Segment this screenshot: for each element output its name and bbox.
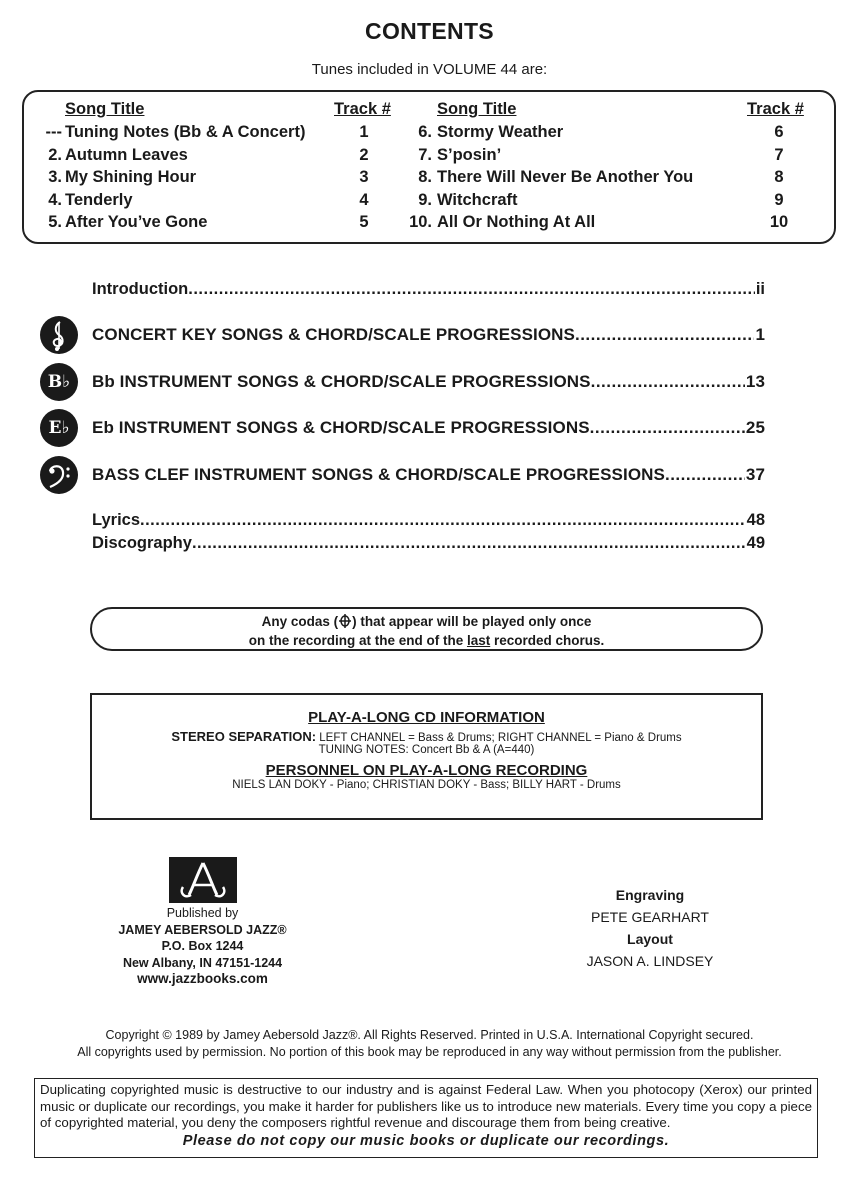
tune-title: Tuning Notes (Bb & A Concert): [65, 123, 306, 141]
toc-label: CONCERT KEY SONGS & CHORD/SCALE PROGRESSIONS: [92, 325, 575, 344]
publisher-address2: New Albany, IN 47151-1244: [122, 955, 283, 970]
tune-number: 2.: [48, 145, 62, 164]
publisher-name: JAMEY AEBERSOLD JAZZ®: [118, 922, 287, 937]
toc-page: 13: [745, 372, 765, 391]
tune-title: All Or Nothing At All: [437, 213, 596, 231]
coda-symbol-icon: [338, 614, 352, 629]
page-subtitle: Tunes included in VOLUME 44 are:: [311, 61, 548, 78]
coda-note-line2: on the recording at the end of the last recorded chorus.: [248, 633, 605, 648]
published-by-label: Published by: [166, 906, 239, 920]
toc-page: 1: [755, 325, 765, 344]
leader-dots: [665, 465, 745, 485]
toc-page: ii: [755, 280, 765, 298]
tune-row: [0, 121, 859, 143]
credits-block: [560, 884, 740, 972]
toc-concert-key[interactable]: [92, 325, 765, 345]
toc-label: Lyrics: [92, 511, 141, 529]
warning-closing: Please do not copy our music books or duplicate our recordings.: [182, 1132, 670, 1149]
personnel-heading: PERSONNEL ON PLAY-A-LONG RECORDING: [265, 762, 588, 779]
toc-bass-clef[interactable]: [92, 465, 765, 485]
toc-page: 37: [745, 465, 765, 484]
page-title: CONTENTS: [365, 18, 494, 44]
tune-track: 1: [359, 123, 369, 141]
e-flat-icon: E♭: [40, 409, 78, 447]
tune-title: Tenderly: [65, 190, 133, 209]
tune-row: [0, 189, 859, 211]
tune-title: Witchcraft: [437, 190, 518, 209]
leader-dots: [140, 511, 746, 530]
personnel-list: NIELS LAN DOKY - Piano; CHRISTIAN DOKY - Bass; BILLY HART - Drums: [232, 779, 621, 791]
engraving-label: Engraving: [615, 887, 685, 903]
tune-number: ---: [45, 123, 62, 141]
leader-dots: [591, 372, 745, 392]
toc-label: Introduction: [92, 280, 189, 298]
tune-track: 5: [359, 213, 369, 231]
tune-number: 6.: [418, 123, 432, 141]
tune-row: [0, 211, 859, 233]
tune-track: 4: [359, 190, 369, 209]
tune-track: 10: [769, 213, 789, 231]
toc-label: Eb INSTRUMENT SONGS & CHORD/SCALE PROGRESSIONS: [92, 418, 590, 437]
treble-clef-icon: [40, 316, 78, 354]
tune-track: 2: [359, 145, 369, 164]
toc-discography[interactable]: [92, 534, 765, 553]
publisher-address1: P.O. Box 1244: [161, 939, 244, 953]
tune-track: 9: [774, 190, 784, 209]
leader-dots: [590, 418, 745, 438]
layout-name: JASON A. LINDSEY: [586, 953, 714, 969]
toc-page: 25: [745, 418, 765, 437]
toc-eb-instrument[interactable]: [92, 418, 765, 438]
tune-number: 4.: [48, 190, 62, 209]
tune-track: 7: [774, 145, 784, 164]
tune-row: [0, 166, 859, 188]
bass-clef-icon: [40, 456, 78, 494]
stereo-separation: STEREO SEPARATION: LEFT CHANNEL = Bass & Drums; RIGHT CHANNEL = Piano & Drums: [171, 729, 682, 744]
toc-label: Bb INSTRUMENT SONGS & CHORD/SCALE PROGRESSIONS: [92, 372, 591, 391]
publisher-website[interactable]: www.jazzbooks.com: [137, 971, 268, 986]
tune-title: There Will Never Be Another You: [437, 168, 694, 186]
tune-title: My Shining Hour: [65, 168, 197, 186]
coda-note-line1: Any codas ( ) that appear will be played only once: [261, 614, 592, 629]
tune-title: After You’ve Gone: [65, 213, 208, 231]
copyright-line2: All copyrights used by permission. No portion of this book may be reproduced in any way without permission from the publisher.: [77, 1045, 782, 1059]
toc-bb-instrument[interactable]: [92, 372, 765, 392]
leader-dots: [192, 534, 746, 553]
tune-number: 10.: [409, 213, 432, 231]
cd-info-box: [90, 693, 763, 820]
copyright-notice: [0, 1027, 859, 1061]
tune-track: 6: [774, 123, 784, 141]
toc-label: BASS CLEF INSTRUMENT SONGS & CHORD/SCALE PROGRESSIONS: [92, 465, 665, 484]
song-title-header-right: Song Title: [437, 100, 517, 118]
song-title-header-left: Song Title: [65, 100, 145, 118]
layout-label: Layout: [627, 931, 673, 947]
tune-title: S’posin’: [437, 145, 502, 164]
publisher-block: [100, 857, 305, 988]
track-header-left: Track #: [334, 100, 391, 118]
leader-dots: [575, 325, 754, 345]
coda-note-box: [90, 607, 763, 651]
tune-number: 7.: [418, 145, 432, 164]
tune-title: Stormy Weather: [437, 123, 564, 141]
tune-title: Autumn Leaves: [65, 145, 188, 164]
b-flat-icon: B♭: [40, 363, 78, 401]
toc-introduction[interactable]: [92, 280, 765, 299]
tuning-notes-info: TUNING NOTES: Concert Bb & A (A=440): [318, 744, 535, 756]
tune-number: 5.: [48, 213, 62, 231]
tune-track: 3: [359, 168, 369, 186]
engraving-name: PETE GEARHART: [591, 909, 709, 925]
track-header-right: Track #: [747, 100, 804, 118]
cd-info-heading: PLAY-A-LONG CD INFORMATION: [308, 709, 545, 726]
tune-number: 8.: [418, 168, 432, 186]
tune-number: 9.: [418, 190, 432, 209]
toc-label: Discography: [92, 534, 192, 552]
toc-lyrics[interactable]: [92, 511, 765, 530]
tune-track: 8: [774, 168, 784, 186]
toc-page: 48: [746, 511, 765, 529]
copyright-line1: Copyright © 1989 by Jamey Aebersold Jazz®. All Rights Reserved. Printed in U.S.A. International Copyright secured.: [105, 1028, 754, 1042]
anti-copying-warning: [34, 1078, 818, 1158]
tune-number: 3.: [48, 168, 62, 186]
jazz-logo-icon: [169, 857, 237, 903]
warning-text: Duplicating copyrighted music is destructive to our industry and is against Federal Law. When you photocopy (Xerox) our printed music or duplicate our recordings, you make it harder for publishers like us to introduce new materials. Every time you copy a piece of copyrighted material, you deny the composers rightful revenue and discourage them from being creative.: [40, 1082, 812, 1130]
leader-dots: [188, 280, 755, 299]
toc-page: 49: [746, 534, 765, 552]
tune-row: [0, 144, 859, 166]
